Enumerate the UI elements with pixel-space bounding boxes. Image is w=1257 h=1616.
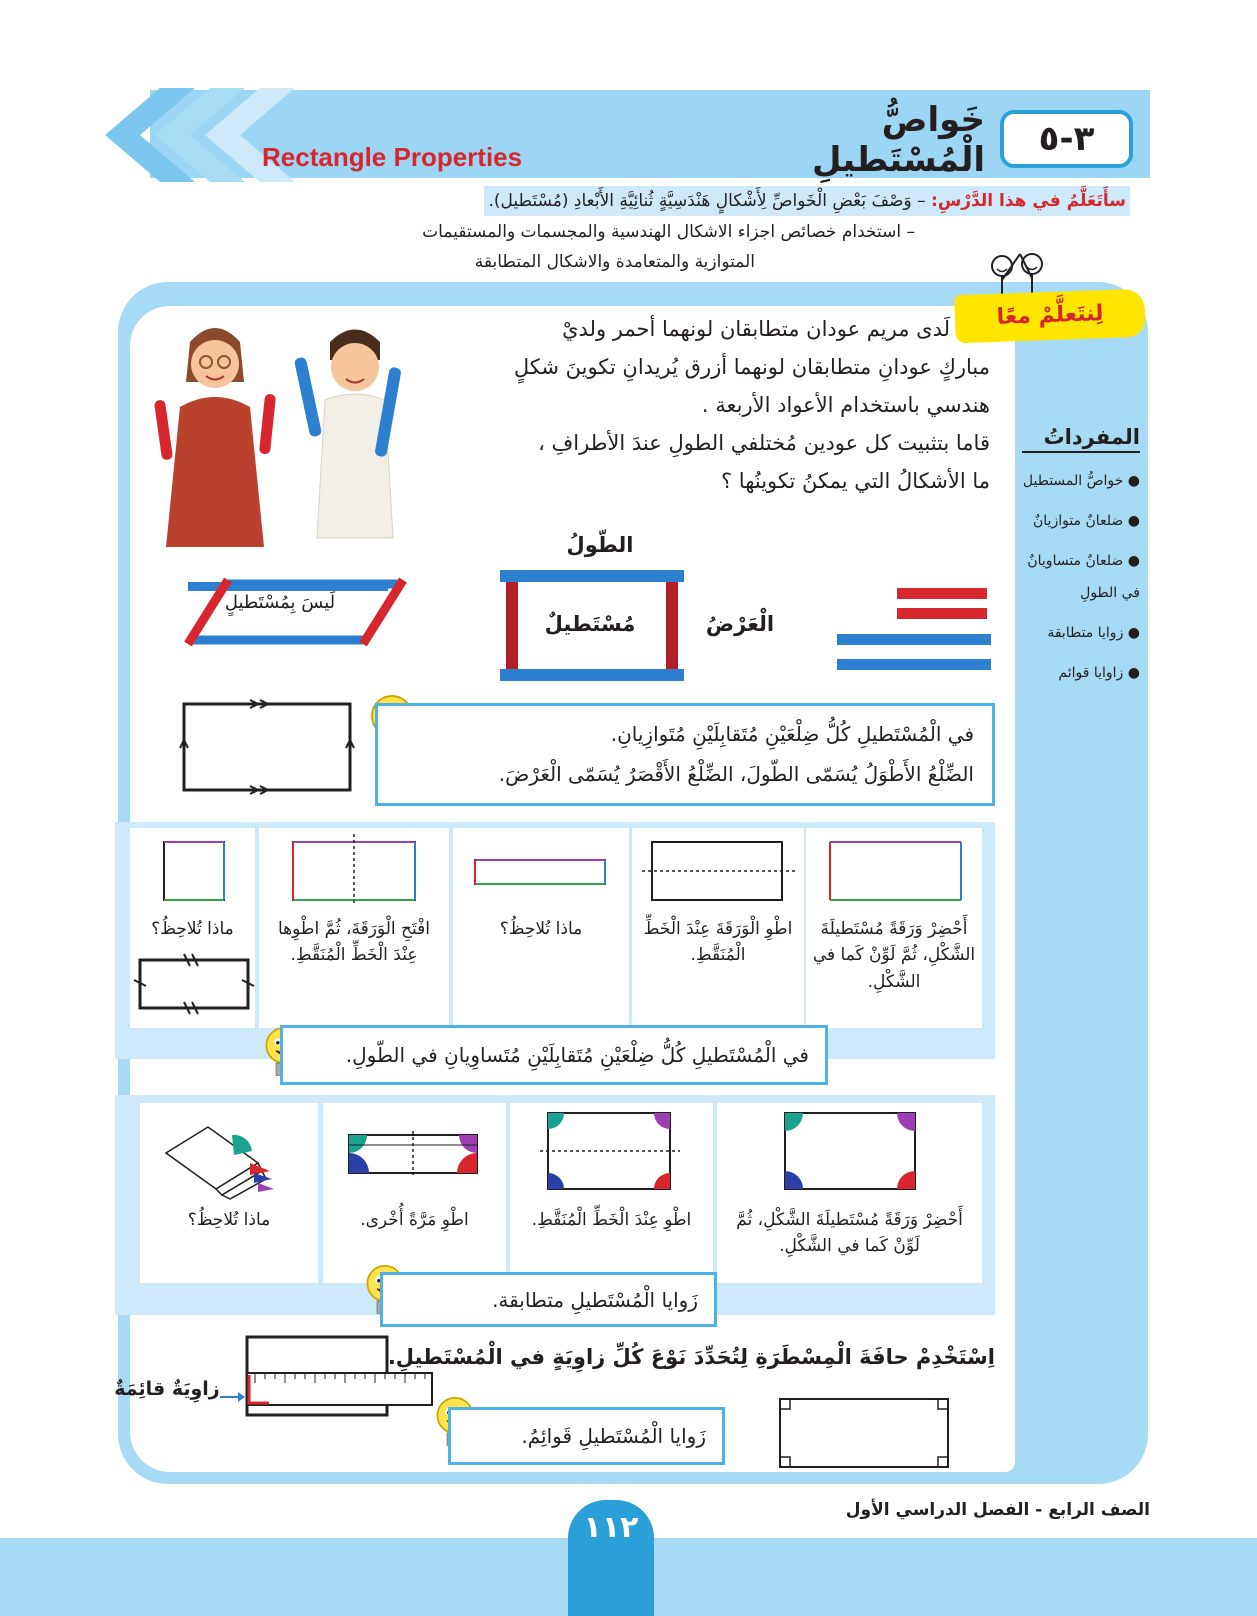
story-line: لَدى مريم عودان متطابقان لونهما أحمر ولديْ	[562, 317, 950, 341]
fold2-step-2	[510, 1103, 713, 1283]
equal-sides-diagram	[136, 956, 252, 1012]
objectives-item-1: – وَصْفَ بَعْضِ الْخَواصِّ لِأَشْكالٍ هَنْدَسِيَّةٍ ثُنائِيَّةِ الأَبْعادِ (مُسْتَطيل).	[488, 191, 926, 211]
fold2-step-1-text: أَحْضِرْ وَرَقَةً مُسْتَطيلَةَ الشَّكْلِ، ثُمَّ لَوِّنْ كَما في الشَّكْلِ.	[736, 1210, 963, 1257]
story-line: مباركٍ عودانِ متطابقان لونهما أزرق يُريدانِ تكوينَ شكلٍ	[513, 355, 990, 379]
vocabulary-item: ● خواصُّ المستطيل	[1022, 473, 1140, 489]
vocabulary-item: ● زوايا متطابقة	[1047, 625, 1140, 641]
congruent-angles-rule-text: زَوايا الْمُسْتَطيلِ متطابقة.	[492, 1288, 698, 1312]
learn-together-label: لِنتَعلَّمْ معًا	[996, 301, 1104, 330]
equal-sides-rule	[280, 1025, 828, 1085]
fold1-step-5	[130, 828, 255, 1028]
right-angle-label: زاوِيَةٌ قائِمَةٌ	[114, 1378, 220, 1400]
fold2-step-4	[140, 1103, 318, 1283]
fold2-step-1	[717, 1103, 982, 1283]
fold1-step-1	[806, 828, 982, 1028]
objectives-lead: سأَتَعَلَّمُ في هذا الدَّرْسِ:	[931, 191, 1126, 211]
congruent-angles-rule	[380, 1272, 717, 1327]
fold2-step-3-text: اطْوِ مَرَّةً أُخْرى.	[360, 1210, 469, 1230]
folded-rectangle	[471, 856, 611, 888]
fold2-step-3	[323, 1103, 506, 1283]
parallel-rule-line-2: الضِّلْعُ الأَطْوَلُ يُسَمّى الطّولَ، الضِّلْعُ الأَقْصَرُ يُسَمّى الْعَرْضَ.	[498, 762, 974, 786]
girl-with-red-sticks	[154, 328, 276, 547]
dotted-corners-rectangle	[540, 1111, 680, 1191]
page-title: خَواصُّ الْمُسْتَطيلِ	[811, 100, 985, 180]
dotted-fold-rectangle	[642, 840, 797, 902]
lesson-number-badge	[1000, 110, 1133, 168]
story-line: ما الأشكالُ التي يمكنُ تكوينُها ؟	[720, 469, 990, 493]
story-line: هندسي باستخدام الأعواد الأربعة .	[701, 393, 990, 417]
grade-label: الصف الرابع - الفصل الدراسي الأول	[845, 1500, 1150, 1520]
equal-sides-rule-text: في الْمُسْتَطيلِ كُلُّ ضِلْعَيْنِ مُتَقابِلَيْنِ مُتَساوِيانِ في الطّولِ.	[345, 1043, 809, 1067]
parallel-sides-rule	[375, 703, 995, 806]
folded-square	[160, 840, 228, 902]
fold1-step-4	[259, 828, 449, 1028]
folded-corners-strip	[347, 1131, 482, 1175]
story-line: قاما بتثبيت كل عودين مُختلفي الطولِ عندَ الأطرافِ ،	[538, 431, 990, 455]
vocabulary-item: ● زاوايا قوائم	[1058, 665, 1140, 681]
ruler-instruction: اِسْتَخْدِمْ حافَةَ الْمِسْطَرَةِ لِتُحَدِّدَ نَوْعَ كُلِّ زاوِيَةٍ في الْمُسْتَطيلِ.	[387, 1345, 995, 1369]
loose-sticks	[835, 582, 995, 677]
right-angles-rule-text: زَوايا الْمُسْتَطيلِ قَوائِمُ.	[521, 1424, 706, 1448]
story-text	[425, 310, 990, 500]
ruler-diagram	[210, 1335, 435, 1417]
vocabulary-item: ● ضلعانٌ متساويانٌ	[1027, 553, 1140, 569]
fold1-step-1-text: أَحْضِرْ وَرَقَةً مُسْتَطيلَةَ الشَّكْلِ، ثُمَّ لَوِّنْ كَما في الشَّكْلِ.	[812, 919, 976, 992]
vocabulary-item: ● ضلعانٌ متوازيانٌ	[1033, 513, 1140, 529]
right-angles-rectangle	[778, 1397, 950, 1469]
fold2-step-2-text: اطْوِ عِنْدَ الْخَطِّ الْمُنَقَّطِ.	[531, 1210, 692, 1230]
length-label: الطّولُ	[566, 533, 634, 557]
objectives-item-2: – استخدام خصائص اجزاء الاشكال الهندسية والمجسمات والمستقيمات	[422, 222, 915, 242]
lesson-number: ٣-٥	[1038, 119, 1095, 159]
page-number: ١١٢	[583, 1510, 639, 1545]
fold1-step-2	[632, 828, 804, 1028]
objectives-item-2b: المتوازية والمتعامدة والاشكال المتطابقة	[474, 252, 755, 272]
children-illustration	[150, 312, 420, 557]
parallel-sides-diagram	[180, 700, 355, 795]
vertical-fold-rectangle	[289, 834, 419, 906]
vocabulary	[1022, 425, 1140, 705]
fold1-step-3-text: ماذا تُلاحِظُ؟	[499, 919, 583, 939]
stacked-corners-fan	[162, 1123, 282, 1203]
parallel-rule-line-1: في الْمُسْتَطيلِ كُلُّ ضِلْعَيْنِ مُتَقابِلَيْنِ مُتَوازِيانِ.	[610, 722, 974, 746]
right-angles-rule	[448, 1407, 725, 1465]
fold1-step-2-text: اطْوِ الْوَرَقَةَ عِنْدَ الْخَطِّ الْمُنَقَّطِ.	[643, 919, 793, 966]
corners-rectangle	[783, 1111, 918, 1191]
boy-with-blue-sticks	[294, 330, 402, 539]
vocabulary-item: في الطولِ	[1080, 585, 1140, 601]
fold1-step-3	[453, 828, 629, 1028]
colored-rectangle	[828, 840, 963, 902]
rectangle-label: مُسْتَطيلٌ	[544, 612, 636, 636]
vocabulary-title: المفرداتُ	[1022, 425, 1140, 453]
page-title-english: Rectangle Properties	[262, 142, 523, 172]
fold2-step-4-text: ماذا تُلاحِظُ؟	[187, 1210, 271, 1230]
width-label: الْعَرْضُ	[705, 612, 775, 636]
not-rectangle-label: لَيسَ بِمُسْتَطيلٍ	[224, 592, 336, 613]
fold1-step-5-text: ماذا تُلاحِظُ؟	[151, 919, 234, 939]
fold1-step-4-text: افْتَحِ الْوَرَقَةَ، ثُمَّ اطْوِها عِنْدَ الْخَطِّ الْمُنَقَّطِ.	[277, 919, 430, 966]
